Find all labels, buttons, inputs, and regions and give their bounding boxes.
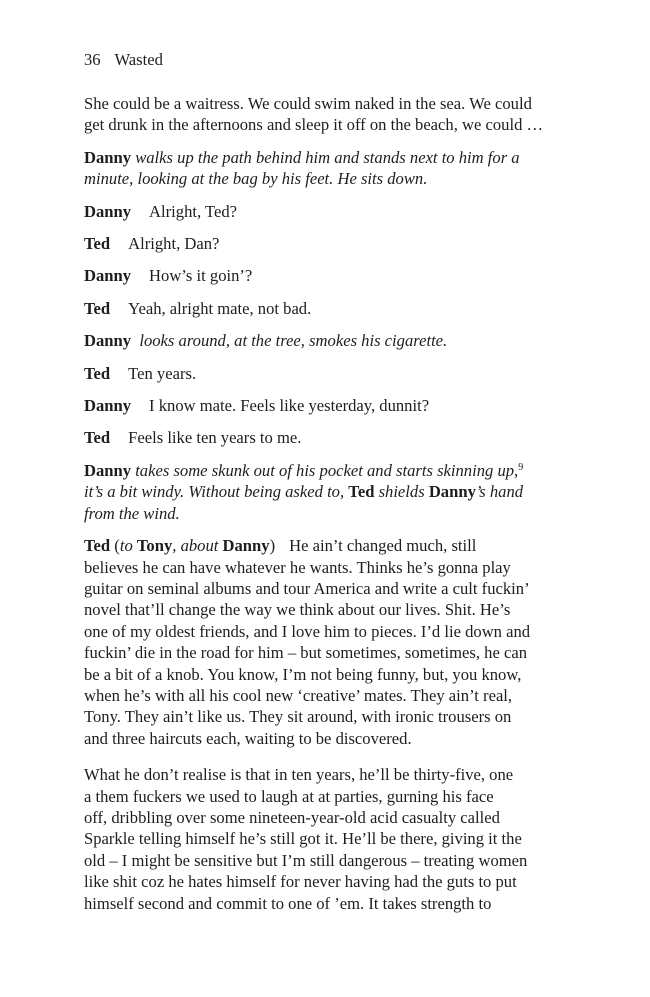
- character-name: Ted: [84, 298, 111, 318]
- stage-direction: Danny takes some skunk out of his pocket and starts skinning up,$^9$ it’s a bit windy. Without being asked to, Ted shields Danny’s hand from the wind.: [84, 460, 524, 523]
- character-name: Danny: [84, 147, 132, 167]
- dialogue-text: I know mate. Feels like yesterday, dunnit?: [149, 396, 430, 416]
- character-name: Danny: [428, 482, 476, 502]
- character-name: Ted: [348, 482, 375, 502]
- dialogue-text: Alright, Dan?: [128, 234, 220, 254]
- dialogue-line: [84, 265, 584, 286]
- character-name: Ted: [84, 428, 111, 448]
- character-name: Danny: [84, 331, 132, 351]
- stage-direction: Danny walks up the path behind him and stands next to him for a minute, looking at the bag by his feet. He sits down.: [84, 147, 520, 189]
- page-number: 36: [84, 50, 101, 69]
- dialogue-text: Yeah, alright mate, not bad.: [128, 298, 312, 318]
- script-page: [84, 50, 584, 925]
- footnote-marker[interactable]: 9: [518, 461, 524, 473]
- dialogue-line: [84, 363, 584, 384]
- monologue: Ted (to Tony, about Danny) He ain’t changed much, still believes he can have whatever he wants. Thinks he’s gonna play guitar on seminal albums and tour America and write a cult fuckin’ novel that’ll change the way we think about our lives. Shit. He’s one of my oldest friends, and I love him to pieces. I’d lie down and fuckin’ die in the road for him – but sometimes, sometimes, he can be a bit of a knob. You know, I’m not being funny, but, you know, when he’s with all his cool new ‘creative’ mates. They ain’t real, Tony. They ain’t like us. They sit around, with ironic trousers on and three haircuts each, waiting to be discovered.: [84, 536, 531, 748]
- character-name: Danny: [84, 266, 132, 286]
- stage-direction: Danny looks around, at the tree, smokes his cigarette.: [84, 331, 448, 351]
- dialogue-line: [84, 298, 584, 319]
- dialogue-line: [84, 427, 584, 448]
- narrative-paragraph: She could be a waitress. We could swim naked in the sea. We could get drunk in the afternoons and sleep it off on the beach, we could …: [84, 94, 544, 135]
- monologue-continued: What he don’t realise is that in ten years, he’ll be thirty-five, one a them fuckers we used to laugh at at parties, gurning his face off, dribbling over some nineteen-year-old acid casualty called Sparkle telling himself he’s still got it. He’ll be there, giving it the old – I might be sensitive but I’m still dangerous – treating women like shit coz he hates himself for never having had the guts to put himself second and commit to one of ’em. It takes strength to: [84, 765, 528, 913]
- character-name: Tony: [136, 536, 173, 556]
- dialogue-line: [84, 395, 584, 416]
- character-name: Ted: [84, 363, 111, 383]
- dialogue-line: [84, 201, 584, 222]
- character-name: Ted: [84, 536, 111, 556]
- running-header: [84, 50, 584, 70]
- character-name: Danny: [84, 396, 132, 416]
- dialogue-line: [84, 233, 584, 254]
- dialogue-text: Ten years.: [128, 363, 197, 383]
- dialogue-text: Alright, Ted?: [149, 201, 237, 221]
- character-name: Ted: [84, 234, 111, 254]
- dialogue-text: How’s it goin’?: [149, 266, 253, 286]
- character-name: Danny: [84, 460, 132, 480]
- book-title: Wasted: [114, 50, 163, 69]
- dialogue-text: Feels like ten years to me.: [128, 428, 302, 448]
- character-name: Danny: [222, 536, 270, 556]
- character-name: Danny: [84, 201, 132, 221]
